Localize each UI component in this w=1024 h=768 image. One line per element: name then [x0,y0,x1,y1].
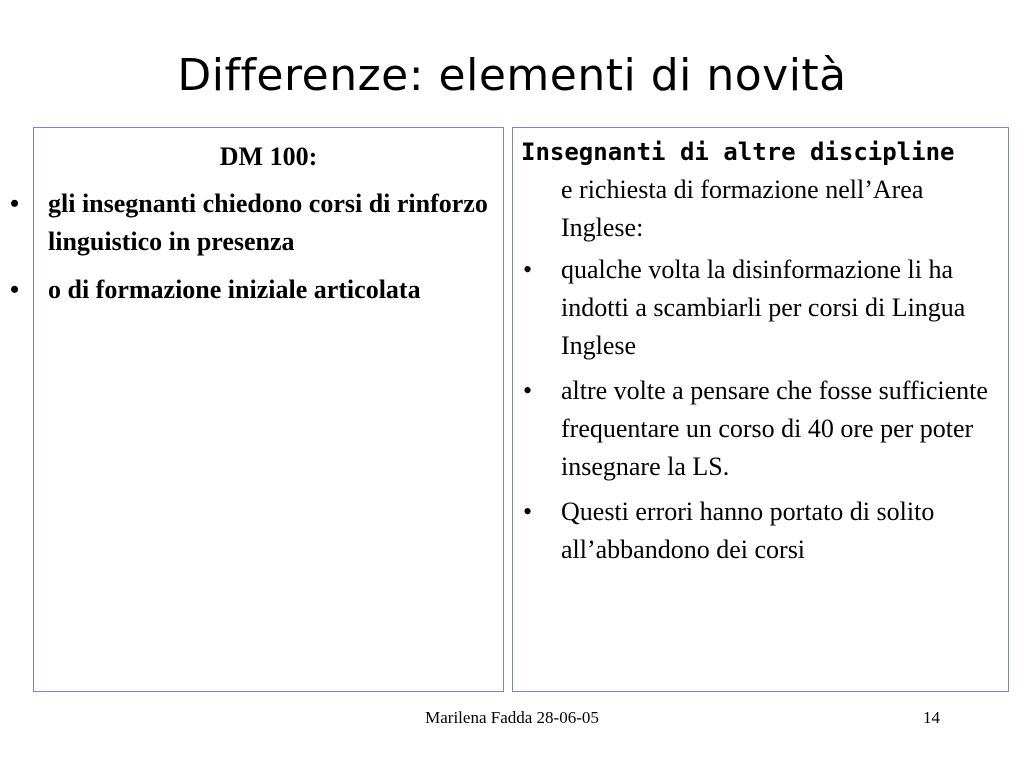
bullet-text: o di formazione iniziale articolata [48,275,421,304]
bullet-icon: • [10,275,20,304]
page-number: 14 [923,708,940,727]
list-item [523,372,1001,486]
list-item [10,185,493,261]
list-item [10,271,493,309]
bullet-text: Questi errori hanno portato di solito all’abbandono dei corsi [561,497,935,564]
bullet-icon: • [10,189,20,218]
bullet-icon: • [523,255,533,284]
left-column-heading: DM 100: [219,142,318,171]
slide-title: Differenze: elementi di novità [177,50,847,101]
left-bullet-list [10,185,493,319]
right-column-subheading: e richiesta di formazione nell’Area Inglese: [561,175,924,242]
bullet-text: qualche volta la disinformazione li ha indotti a scambiarli per corsi di Lingua Inglese [561,255,966,360]
bullet-icon: • [523,497,533,526]
right-column-heading: Insegnanti di altre discipline [521,138,955,166]
list-item [523,493,1001,569]
footer-author-date: Marilena Fadda 28-06-05 [425,708,599,727]
bullet-text: gli insegnanti chiedono corsi di rinforzo linguistico in presenza [48,189,488,256]
list-item [523,251,1001,365]
bullet-icon: • [523,376,533,405]
bullet-text: altre volte a pensare che fosse sufficiente frequentare un corso di 40 ore per poter insegnare la LS. [561,376,988,481]
right-bullet-list [523,251,1001,576]
